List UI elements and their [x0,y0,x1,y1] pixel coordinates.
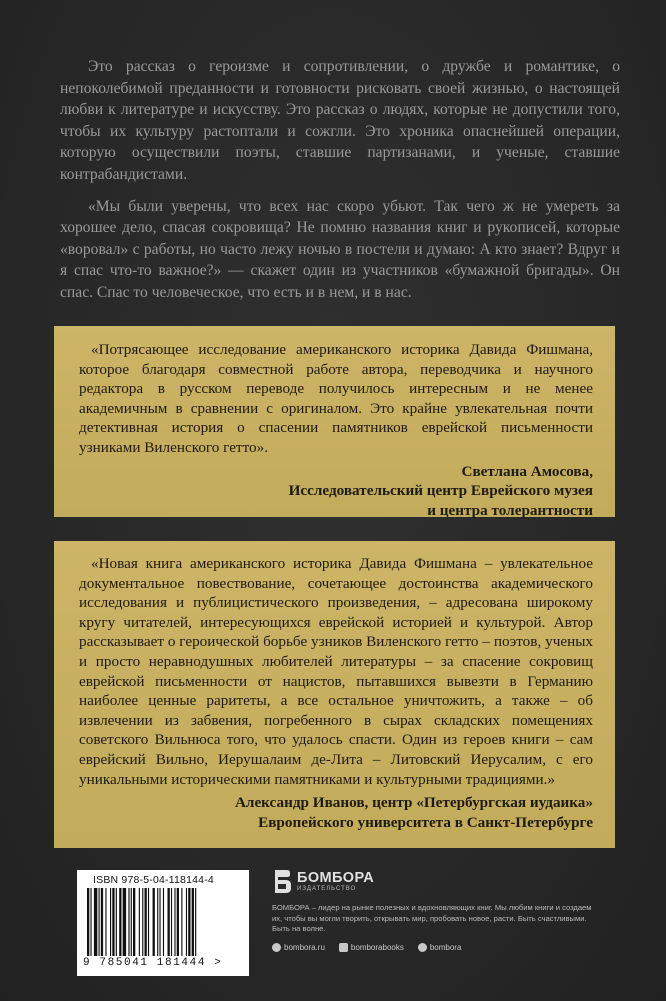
publisher-links [272,943,602,952]
review-text: «Потрясающее исследование американского историка Давида Фишмана, которое благодаря совместной работе автора, переводчика и научного редактора в русском переводе получилось интересным и не менее академичным в сравнении с оригиналом. Это крайне увлекательная почти детективная история о спасении памятников еврейской письменности узниками Виленского гетто». [79,341,593,456]
vk-icon [339,943,348,952]
review-attribution [79,793,593,832]
publisher-logo-icon [272,868,292,894]
link-telegram-text: bombora [429,942,462,952]
publisher-logo [272,868,602,894]
review-affiliation-line-1: Исследовательский центр Еврейского музея [288,482,593,500]
intro-paragraph-1: Это рассказ о героизме и сопротивлении, о дружбе и романтике, о непоколебимой преданности и готовности рисковать своей жизнью, о настоящей любви к литературе и искусству. Это рассказ о людях, которые не допустили того, чтобы их культуру растоптали и сожгли. Это хроника опаснейшей операции, которую осуществили поэты, ставшие партизанами, и ученые, ставшие контрабандистами. [60,58,620,183]
link-vk-text: bomborabooks [350,942,404,952]
publisher-block [272,868,602,952]
telegram-icon [418,943,427,952]
review-box-amosova [54,326,615,517]
publisher-subtitle: ИЗДАТЕЛЬСТВО [297,885,357,892]
barcode-digits: 9 785041 181444 > [83,957,223,969]
instagram-icon [272,943,281,952]
link-telegram [418,943,462,952]
review-author-line-1: Александр Иванов, центр «Петербургская иудаика» [234,794,593,812]
review-attribution [79,462,593,521]
review-author-line-2: Европейского университета в Санкт-Петербурге [258,813,593,831]
barcode-icon [83,888,243,958]
publisher-description: БОМБОРА – лидер на рынке полезных и вдохновляющих книг. Мы любим книги и создаем их, чтобы вы могли творить, открывать мир, пробовать новое, расти. Быть счастливыми. Быть на волне. [272,903,592,934]
isbn-label: ISBN 978-5-04-118144-4 [93,874,214,886]
barcode-panel [77,870,249,976]
link-site-text: bombora.ru [284,942,325,952]
review-affiliation-line-2: и центра толерантности [427,501,593,519]
link-site [272,943,325,952]
intro-text [60,56,620,314]
review-author: Светлана Амосова, [461,462,593,480]
publisher-name: БОМБОРА [297,869,375,886]
review-box-ivanov [54,541,615,848]
review-text: «Новая книга американского историка Давида Фишмана – увлекательное документальное повествование, сочетающее достоинства академического исследования и публицистического произведения, – адресована широкому кругу читателей, интересующихся еврейской историей и культурой. Автор рассказывает о героической борьбе узников Виленского гетто – поэтов, ученых и просто неравнодушных любителей литературы – за спасение сокровищ еврейской письменности от нацистов, пытавшихся вывезти в Германию наиболее ценные раритеты, а все остальное уничтожить, а также – об извлечении из забвения, погребенного в сырах складских помещениях советского Вильнюса того, что удалось спасти. Один из героев книги – сам еврейский Вильно, Иерушалаим де-Лита – Литовский Иерусалим, с его уникальными историческими памятниками и культурными традициями.» [79,555,593,788]
intro-paragraph-2: «Мы были уверены, что всех нас скоро убьют. Так чего ж не умереть за хорошее дело, спасая сокровища? Не помню названия книг и рукописей, которые «воровал» с работы, но часто лежу ночью в постели и думаю: А кто знает? Вдруг и я спас что-то важное?» — скажет один из участников «бумажной бригады». Он спас. Спас то человеческое, что есть и в нем, и в нас. [60,197,620,301]
link-vk [339,943,404,952]
